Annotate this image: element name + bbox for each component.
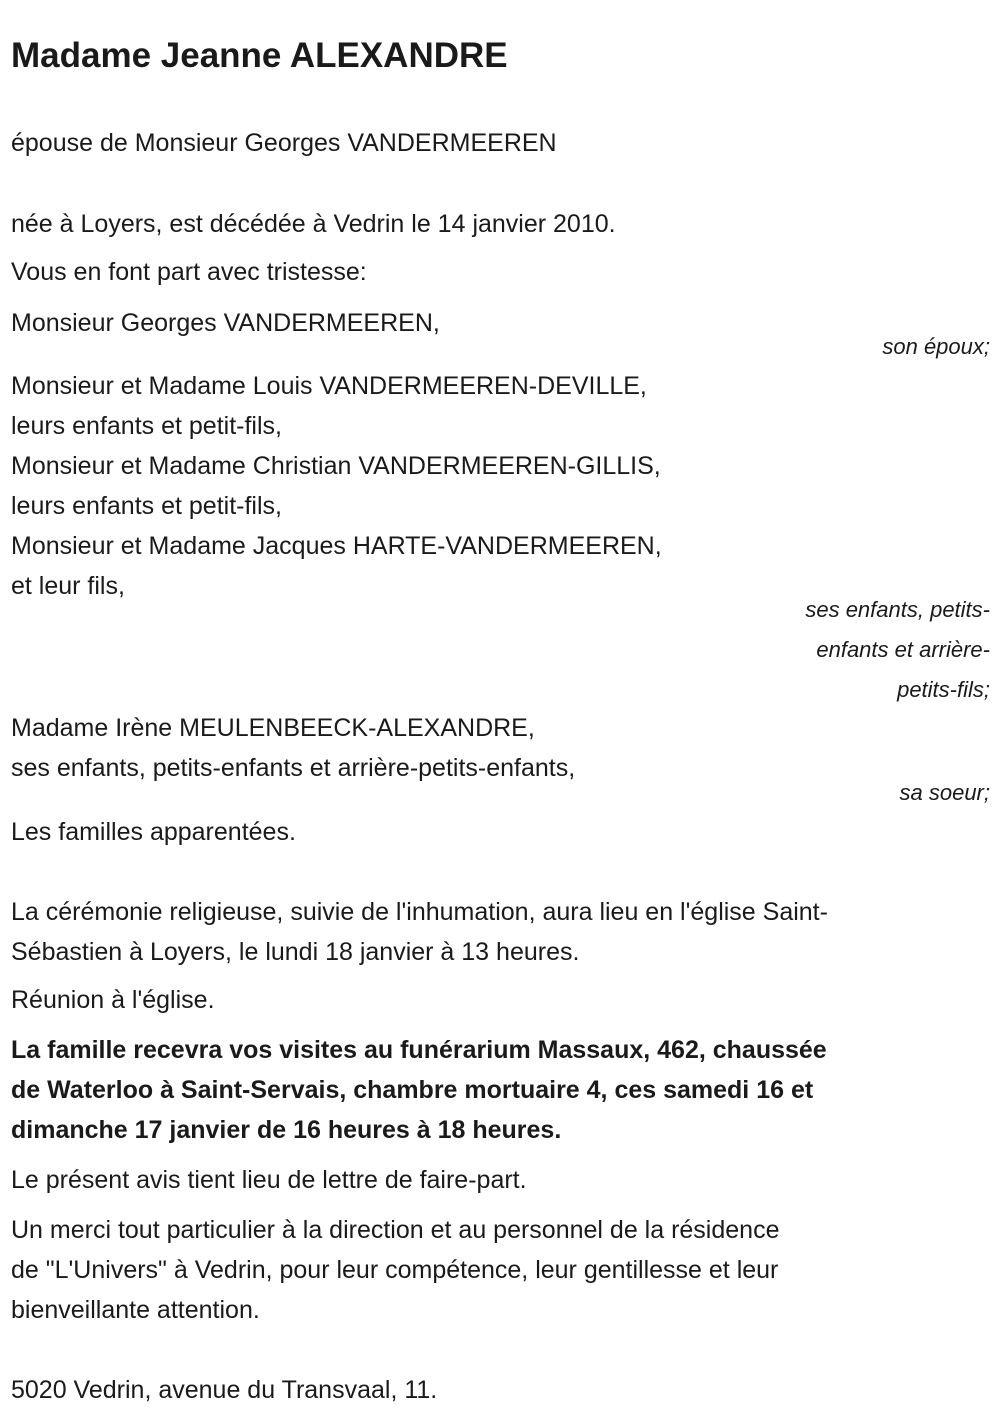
visits-line: dimanche 17 janvier de 16 heures à 18 heures. xyxy=(11,1116,562,1144)
page-title: Madame Jeanne ALEXANDRE xyxy=(11,36,508,75)
relation-label: enfants et arrière- xyxy=(816,637,990,662)
thanks-line: bienveillante attention. xyxy=(11,1296,260,1324)
relation-label: petits-fils; xyxy=(897,677,990,702)
family-line: leurs enfants et petit-fils, xyxy=(11,492,282,520)
family-line: Monsieur et Madame Jacques HARTE-VANDERMEEREN, xyxy=(11,532,662,560)
relation-label: son époux; xyxy=(882,334,990,359)
visits-line: de Waterloo à Saint-Servais, chambre mortuaire 4, ces samedi 16 et xyxy=(11,1076,814,1104)
address: 5020 Vedrin, avenue du Transvaal, 11. xyxy=(11,1376,438,1404)
intro: Vous en font part avec tristesse: xyxy=(11,258,367,286)
family-line: leurs enfants et petit-fils, xyxy=(11,412,282,440)
thanks-line: de "L'Univers" à Vedrin, pour leur compétence, leur gentillesse et leur xyxy=(11,1256,779,1284)
ceremony-line: La cérémonie religieuse, suivie de l'inhumation, aura lieu en l'église Saint- xyxy=(11,898,828,926)
thanks-line: Un merci tout particulier à la direction et au personnel de la résidence xyxy=(11,1216,780,1244)
relation-label: sa soeur; xyxy=(899,780,990,805)
family-line: Monsieur et Madame Louis VANDERMEEREN-DEVILLE, xyxy=(11,372,647,400)
relation-label: ses enfants, petits- xyxy=(805,597,990,622)
family-line: ses enfants, petits-enfants et arrière-petits-enfants, xyxy=(11,754,576,782)
spouse-line: épouse de Monsieur Georges VANDERMEEREN xyxy=(11,129,557,157)
family-line: et leur fils, xyxy=(11,572,125,600)
ceremony-line: Sébastien à Loyers, le lundi 18 janvier à 13 heures. xyxy=(11,938,580,966)
family-line: Monsieur et Madame Christian VANDERMEEREN-GILLIS, xyxy=(11,452,661,480)
meeting: Réunion à l'église. xyxy=(11,986,215,1014)
relatives: Les familles apparentées. xyxy=(11,818,296,846)
family-line: Monsieur Georges VANDERMEEREN, xyxy=(11,309,440,337)
notice: Le présent avis tient lieu de lettre de faire-part. xyxy=(11,1166,527,1194)
family-line: Madame Irène MEULENBEECK-ALEXANDRE, xyxy=(11,714,535,742)
visits-line: La famille recevra vos visites au funérarium Massaux, 462, chaussée xyxy=(11,1036,827,1064)
birth-death: née à Loyers, est décédée à Vedrin le 14 janvier 2010. xyxy=(11,210,616,238)
